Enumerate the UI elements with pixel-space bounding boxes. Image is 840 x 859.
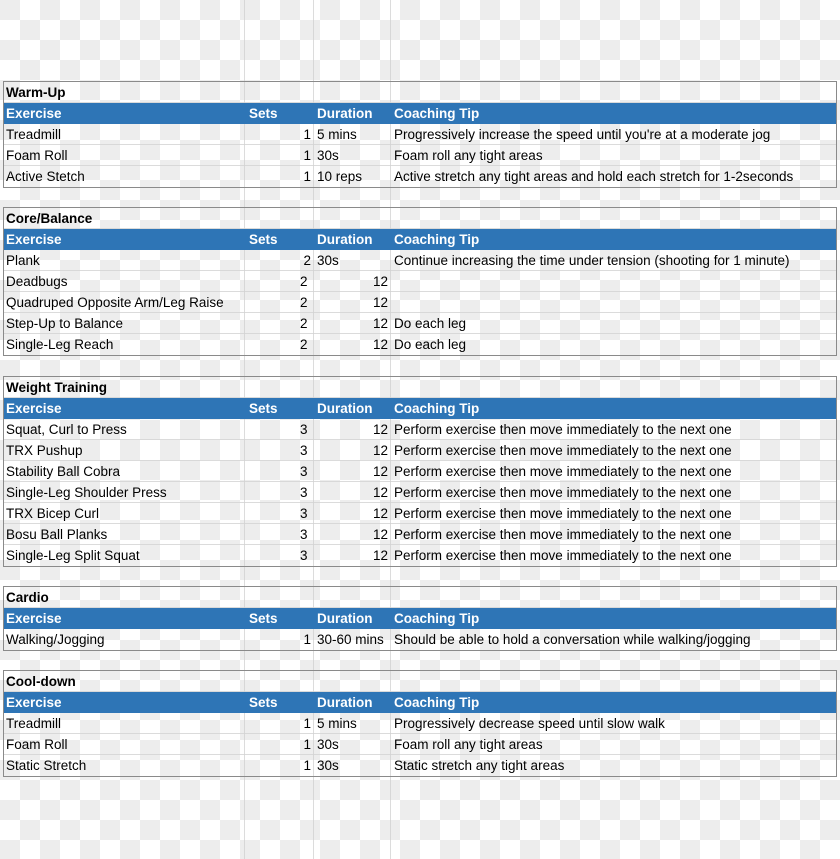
table-row[interactable] <box>4 482 836 503</box>
sets-cell[interactable]: 2 <box>300 316 308 331</box>
exercise-cell[interactable]: Squat, Curl to Press <box>6 422 127 437</box>
table-row[interactable] <box>4 503 836 524</box>
section-cardio <box>3 586 837 651</box>
tip-cell[interactable]: Foam roll any tight areas <box>394 148 543 163</box>
section-title-row <box>4 208 836 229</box>
header-duration: Duration <box>317 401 373 416</box>
sets-cell[interactable]: 1 <box>303 716 311 731</box>
duration-cell[interactable]: 12 <box>372 464 388 479</box>
duration-cell[interactable]: 12 <box>372 316 388 331</box>
exercise-cell[interactable]: Plank <box>6 253 40 268</box>
column-header-row <box>4 398 836 419</box>
tip-cell[interactable] <box>391 292 836 312</box>
exercise-cell[interactable]: Walking/Jogging <box>6 632 105 647</box>
header-sets: Sets <box>249 401 278 416</box>
duration-cell[interactable]: 30s <box>317 737 339 752</box>
exercise-cell[interactable]: Quadruped Opposite Arm/Leg Raise <box>6 295 224 310</box>
tip-cell[interactable]: Foam roll any tight areas <box>394 737 543 752</box>
duration-cell[interactable]: 5 mins <box>317 127 357 142</box>
table-row[interactable] <box>4 145 836 166</box>
tip-cell[interactable]: Do each leg <box>394 337 467 352</box>
sets-cell[interactable]: 3 <box>300 443 308 458</box>
exercise-cell[interactable]: Foam Roll <box>6 737 68 752</box>
section-title: Weight Training <box>6 380 107 395</box>
section-title-row <box>4 377 836 398</box>
column-header-row <box>4 692 836 713</box>
header-sets: Sets <box>249 232 278 247</box>
sets-cell[interactable]: 2 <box>300 295 308 310</box>
section-weight-training <box>3 376 837 567</box>
section-title: Cardio <box>6 590 49 605</box>
exercise-cell[interactable]: Single-Leg Shoulder Press <box>6 485 167 500</box>
duration-cell[interactable]: 30s <box>317 253 339 268</box>
tip-cell[interactable]: Active stretch any tight areas and hold each stretch for 1-2seconds <box>394 169 794 184</box>
tip-cell[interactable]: Perform exercise then move immediately to the next one <box>394 464 732 479</box>
table-row[interactable] <box>4 461 836 482</box>
duration-cell[interactable]: 12 <box>372 295 388 310</box>
section-title-row <box>4 587 836 608</box>
table-row[interactable] <box>4 250 836 271</box>
sets-cell[interactable]: 3 <box>300 464 308 479</box>
tip-cell[interactable]: Perform exercise then move immediately to the next one <box>394 506 732 521</box>
sets-cell[interactable]: 1 <box>303 632 311 647</box>
tip-cell[interactable]: Should be able to hold a conversation while walking/jogging <box>394 632 751 647</box>
tip-cell[interactable]: Perform exercise then move immediately to the next one <box>394 527 732 542</box>
tip-cell[interactable] <box>391 271 836 291</box>
sets-cell[interactable]: 1 <box>303 148 311 163</box>
sets-cell[interactable]: 2 <box>300 337 308 352</box>
duration-cell[interactable]: 12 <box>372 443 388 458</box>
header-duration: Duration <box>317 232 373 247</box>
column-header-row <box>4 103 836 124</box>
table-row[interactable] <box>4 440 836 461</box>
header-sets: Sets <box>249 611 278 626</box>
duration-cell[interactable]: 30-60 mins <box>317 632 384 647</box>
tip-cell[interactable]: Perform exercise then move immediately to the next one <box>394 548 732 563</box>
sets-cell[interactable]: 2 <box>300 274 308 289</box>
section-title-row <box>4 82 836 103</box>
header-tip: Coaching Tip <box>394 611 480 626</box>
section-warm-up <box>3 81 837 188</box>
duration-cell[interactable]: 12 <box>372 422 388 437</box>
tip-cell[interactable]: Perform exercise then move immediately to the next one <box>394 485 732 500</box>
sets-cell[interactable]: 3 <box>300 506 308 521</box>
exercise-cell[interactable]: TRX Pushup <box>6 443 83 458</box>
duration-cell[interactable]: 12 <box>372 527 388 542</box>
exercise-cell[interactable]: Single-Leg Reach <box>6 337 114 352</box>
table-row[interactable] <box>4 545 836 566</box>
table-row[interactable] <box>4 524 836 545</box>
tip-cell[interactable]: Perform exercise then move immediately to the next one <box>394 443 732 458</box>
sets-cell[interactable]: 1 <box>303 127 311 142</box>
sets-cell[interactable]: 3 <box>300 527 308 542</box>
section-core-balance <box>3 207 837 356</box>
column-header-row <box>4 229 836 250</box>
sets-cell[interactable]: 3 <box>300 485 308 500</box>
tip-cell[interactable]: Continue increasing the time under tension (shooting for 1 minute) <box>394 253 790 268</box>
header-exercise: Exercise <box>6 695 62 710</box>
duration-cell[interactable]: 30s <box>317 148 339 163</box>
tip-cell[interactable]: Progressively increase the speed until you're at a moderate jog <box>394 127 771 142</box>
tip-cell[interactable]: Static stretch any tight areas <box>394 758 565 773</box>
table-row[interactable] <box>4 629 836 650</box>
section-title: Core/Balance <box>6 211 93 226</box>
section-cool-down <box>3 670 837 777</box>
table-row[interactable] <box>4 292 836 313</box>
duration-cell[interactable]: 12 <box>372 337 388 352</box>
exercise-cell[interactable]: Treadmill <box>6 127 62 142</box>
duration-cell[interactable]: 12 <box>372 548 388 563</box>
sets-cell[interactable]: 3 <box>300 422 308 437</box>
exercise-cell[interactable]: Active Stetch <box>6 169 85 184</box>
tip-cell[interactable]: Progressively decrease speed until slow walk <box>394 716 665 731</box>
sets-cell[interactable]: 1 <box>303 737 311 752</box>
header-exercise: Exercise <box>6 611 62 626</box>
header-duration: Duration <box>317 106 373 121</box>
header-sets: Sets <box>249 106 278 121</box>
table-row[interactable] <box>4 166 836 187</box>
header-exercise: Exercise <box>6 232 62 247</box>
section-title: Warm-Up <box>6 85 66 100</box>
exercise-cell[interactable]: Stability Ball Cobra <box>6 464 121 479</box>
duration-cell[interactable]: 12 <box>372 274 388 289</box>
header-duration: Duration <box>317 695 373 710</box>
table-row[interactable] <box>4 124 836 145</box>
tip-cell[interactable]: Do each leg <box>394 316 467 331</box>
table-row[interactable] <box>4 313 836 334</box>
tip-cell[interactable]: Perform exercise then move immediately to the next one <box>394 422 732 437</box>
table-row[interactable] <box>4 755 836 776</box>
exercise-cell[interactable]: Single-Leg Split Squat <box>6 548 140 563</box>
duration-cell[interactable]: 12 <box>372 506 388 521</box>
exercise-cell[interactable]: Deadbugs <box>6 274 68 289</box>
header-tip: Coaching Tip <box>394 401 480 416</box>
header-sets: Sets <box>249 695 278 710</box>
section-title: Cool-down <box>6 674 76 689</box>
sets-cell[interactable]: 3 <box>300 548 308 563</box>
exercise-cell[interactable]: Treadmill <box>6 716 62 731</box>
exercise-cell[interactable]: TRX Bicep Curl <box>6 506 100 521</box>
duration-cell[interactable]: 10 reps <box>317 169 363 184</box>
duration-cell[interactable]: 5 mins <box>317 716 357 731</box>
exercise-cell[interactable]: Bosu Ball Planks <box>6 527 108 542</box>
header-exercise: Exercise <box>6 401 62 416</box>
duration-cell[interactable]: 30s <box>317 758 339 773</box>
sets-cell[interactable]: 1 <box>303 758 311 773</box>
header-tip: Coaching Tip <box>394 106 480 121</box>
exercise-cell[interactable]: Static Stretch <box>6 758 87 773</box>
table-row[interactable] <box>4 419 836 440</box>
header-tip: Coaching Tip <box>394 695 480 710</box>
table-row[interactable] <box>4 734 836 755</box>
table-row[interactable] <box>4 271 836 292</box>
sets-cell[interactable]: 1 <box>303 169 311 184</box>
header-exercise: Exercise <box>6 106 62 121</box>
column-header-row <box>4 608 836 629</box>
exercise-cell[interactable]: Step-Up to Balance <box>6 316 124 331</box>
section-title-row <box>4 671 836 692</box>
header-duration: Duration <box>317 611 373 626</box>
duration-cell[interactable]: 12 <box>372 485 388 500</box>
table-row[interactable] <box>4 334 836 355</box>
exercise-cell[interactable]: Foam Roll <box>6 148 68 163</box>
table-row[interactable] <box>4 713 836 734</box>
header-tip: Coaching Tip <box>394 232 480 247</box>
sets-cell[interactable]: 2 <box>303 253 311 268</box>
